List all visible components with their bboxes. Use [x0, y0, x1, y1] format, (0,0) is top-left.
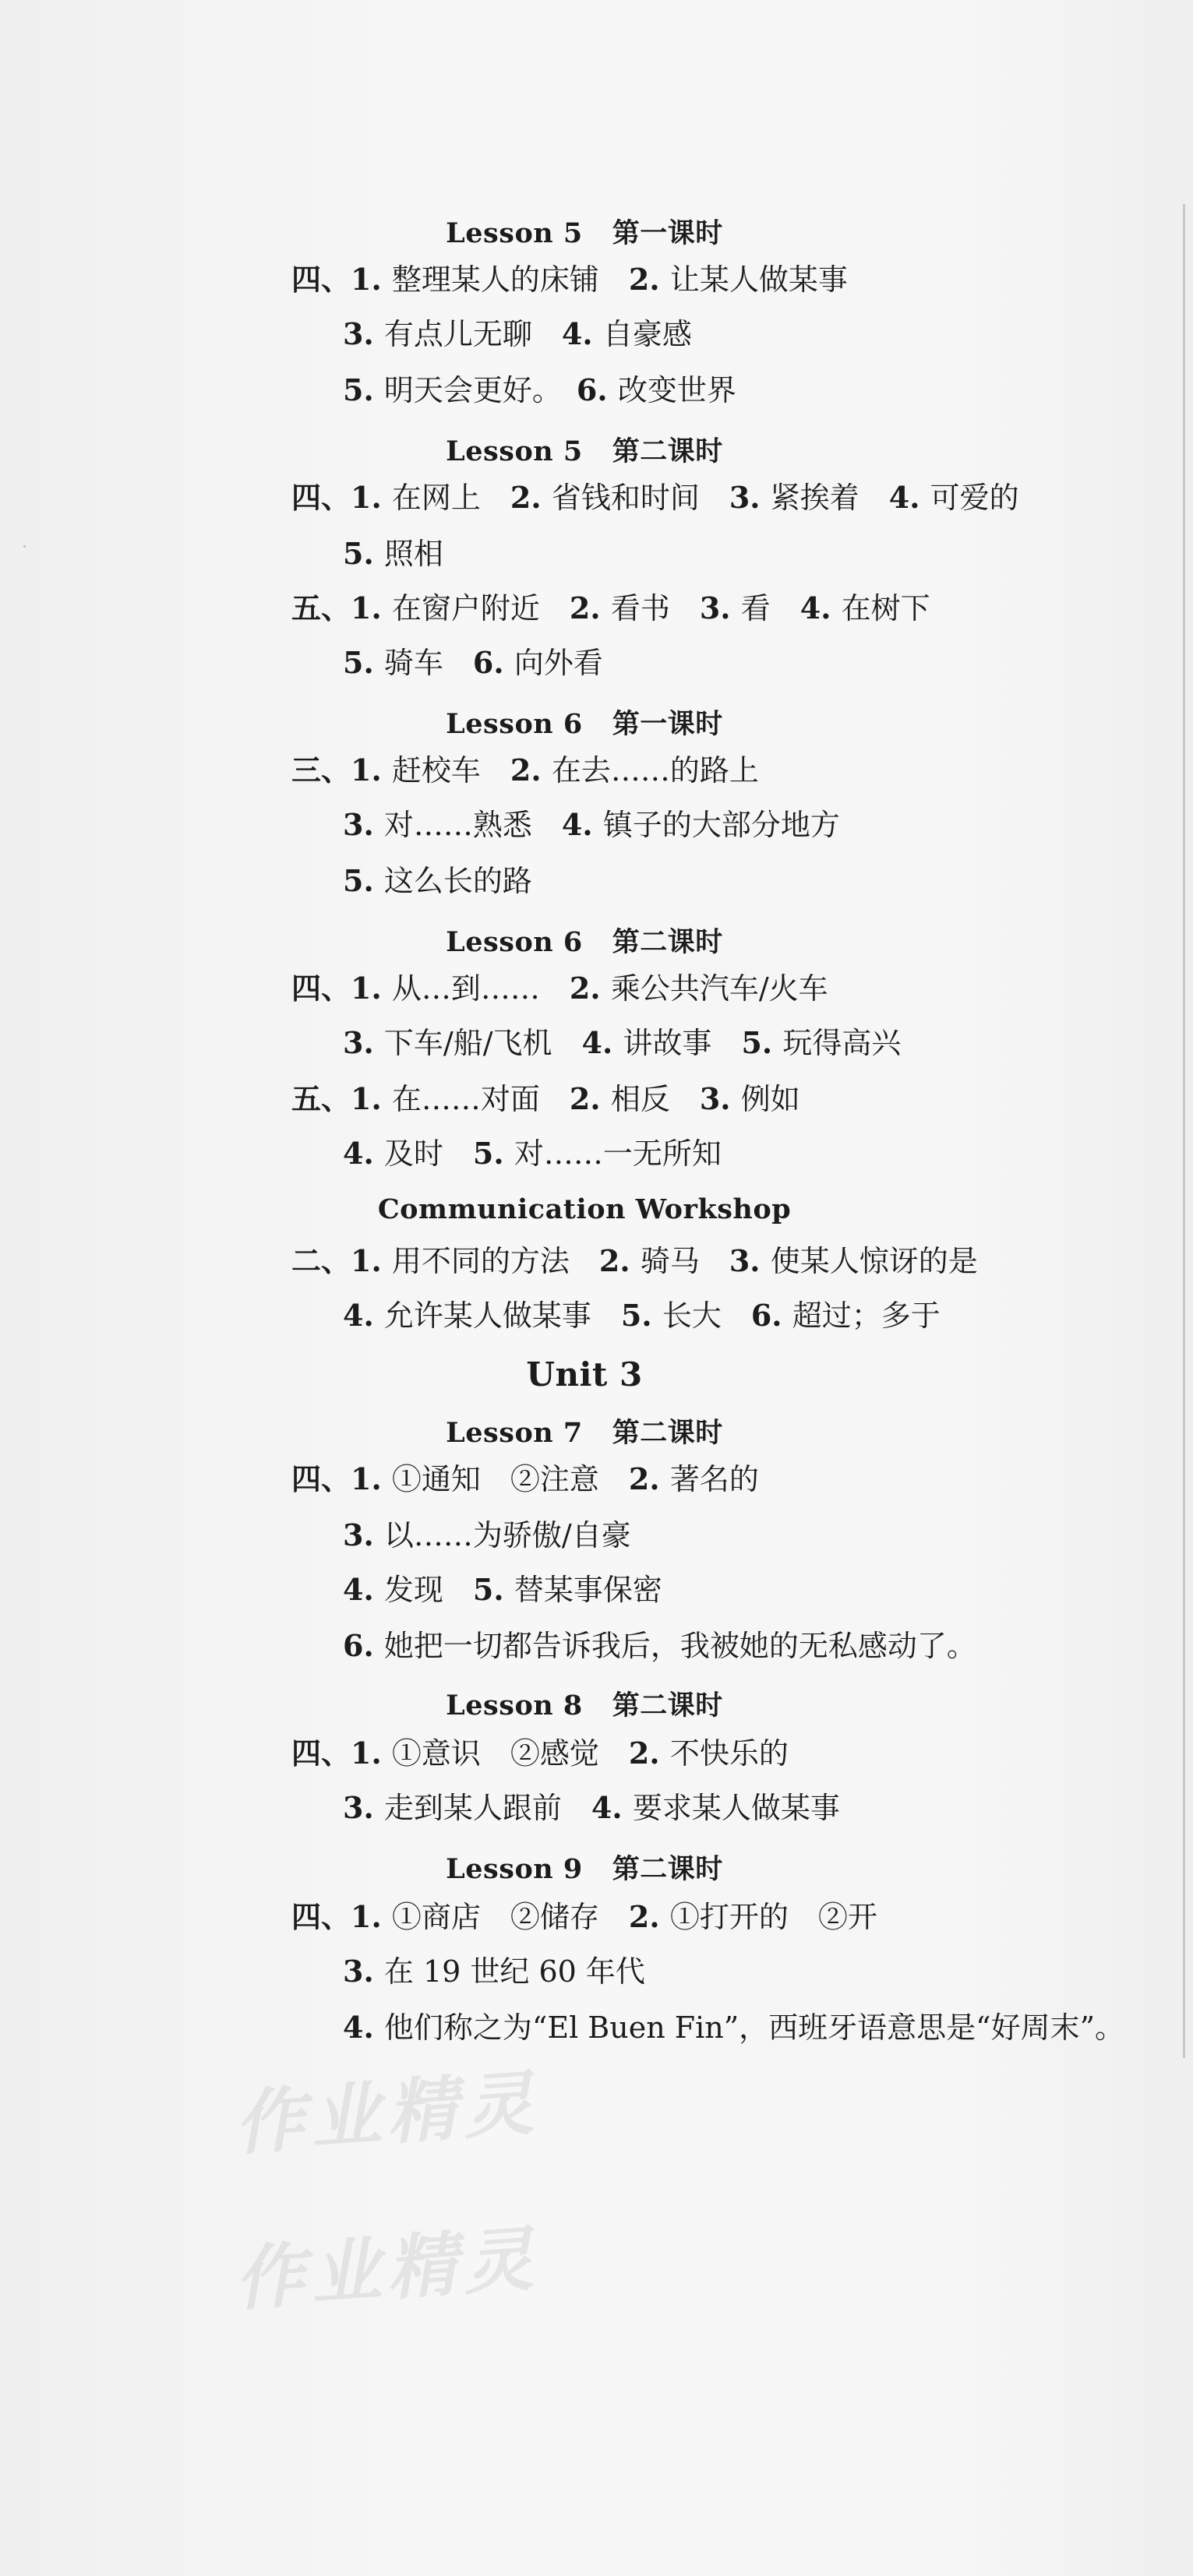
answer-text: 在网上: [391, 481, 481, 515]
answer-text: 不快乐的: [669, 1736, 789, 1771]
answer-text: 骑马: [640, 1244, 700, 1278]
item-number: 4.: [561, 1790, 633, 1825]
lesson-title: Lesson 8: [446, 1690, 583, 1721]
item-number: 3.: [669, 590, 741, 625]
answer-line: [343, 645, 603, 680]
item-number: 四、1.: [291, 1736, 392, 1771]
answer-text: 走到某人跟前: [383, 1791, 562, 1825]
lesson-period: 第一课时: [612, 708, 723, 740]
answer-line: [343, 1954, 645, 1989]
answer-text: 发现: [383, 1573, 443, 1607]
answer-text: 赶校车: [391, 753, 481, 788]
answer-line: [343, 863, 532, 898]
item-number: 5.: [343, 372, 384, 407]
section-heading: [0, 1848, 1169, 1887]
answer-text: 要求某人做某事: [632, 1791, 840, 1825]
answer-text: 著名的: [669, 1462, 759, 1496]
item-number: 2.: [569, 1243, 641, 1278]
answer-line: [343, 1136, 722, 1171]
answer-text: 紧挨着: [770, 481, 859, 515]
answer-text: 改变世界: [617, 373, 736, 407]
answer-text: 整理某人的床铺: [391, 263, 599, 297]
answer-text: 在窗户附近: [391, 591, 540, 625]
answer-text: 乘公共汽车/火车: [610, 971, 828, 1006]
lesson-title: Lesson 9: [446, 1853, 583, 1885]
item-number: 4.: [552, 1025, 623, 1060]
answer-line: [291, 590, 930, 625]
item-number: 3.: [343, 807, 384, 842]
item-number: 2.: [598, 262, 670, 297]
answer-text: 在……对面: [391, 1082, 540, 1116]
item-number: 3.: [343, 1790, 384, 1825]
item-number: 2.: [539, 1081, 611, 1116]
item-number: 4.: [343, 1136, 384, 1171]
answer-text: 讲故事: [623, 1026, 712, 1060]
item-number: 2.: [598, 1736, 670, 1771]
item-number: 3.: [699, 1243, 771, 1278]
item-number: 6.: [443, 645, 514, 680]
answer-text: 明天会更好。: [383, 373, 547, 407]
answer-line: [343, 316, 692, 351]
item-number: 3.: [343, 316, 384, 351]
answer-text: ①打开的 ②开: [669, 1900, 877, 1934]
answer-line: [291, 1081, 800, 1116]
lesson-title: Lesson 6: [446, 926, 583, 958]
watermark-logo: 作业精灵: [231, 2218, 542, 2321]
answer-line: [291, 1243, 978, 1278]
item-number: 5.: [343, 863, 384, 898]
answer-line: [343, 1628, 976, 1663]
item-number: 四、1.: [291, 1899, 392, 1934]
lesson-period: 第二课时: [612, 1417, 723, 1449]
lesson-title: Lesson 7: [446, 1417, 583, 1449]
answer-text: ①商店 ②储存: [391, 1900, 599, 1934]
item-number: 五、1.: [291, 590, 392, 625]
answer-text: 超过；多于: [792, 1299, 941, 1333]
answer-text: 相反: [610, 1082, 670, 1116]
answer-line: [343, 536, 443, 571]
unit-heading: [0, 1355, 1169, 1394]
item-number: 2.: [539, 971, 611, 1006]
item-number: 2.: [598, 1461, 670, 1496]
answer-text: 他们称之为“El Buen Fin”，西班牙语意思是“好周末”。: [383, 2010, 1125, 2045]
section-heading: [0, 212, 1169, 251]
answer-line: [343, 807, 840, 842]
answer-line: [291, 262, 848, 297]
answer-text: 替某事保密: [514, 1573, 662, 1607]
section-heading: [0, 921, 1169, 960]
page-edge-line: [1183, 204, 1185, 2058]
item-number: 6.: [343, 1628, 384, 1663]
item-number: 4.: [859, 480, 930, 515]
answer-line: [291, 1899, 877, 1934]
item-number: 6.: [721, 1298, 792, 1333]
unit-title: Unit 3: [526, 1355, 643, 1394]
answer-text: 省钱和时间: [551, 481, 700, 515]
item-number: 四、1.: [291, 480, 392, 515]
item-number: 6.: [546, 372, 618, 407]
section-heading: [0, 703, 1169, 742]
item-number: 2.: [480, 480, 552, 515]
answer-line: [291, 971, 828, 1006]
page-speck: [23, 545, 26, 548]
answer-text: 以……为骄傲/自豪: [383, 1518, 631, 1552]
answer-text: 从…到……: [391, 971, 540, 1006]
answer-line: [343, 1790, 840, 1825]
item-number: 4.: [343, 1298, 384, 1333]
item-number: 2.: [480, 752, 552, 788]
answer-text: 在去……的路上: [551, 753, 759, 788]
answer-text: 及时: [383, 1136, 443, 1171]
watermark-logo: 作业精灵: [231, 2062, 542, 2165]
item-number: 4.: [343, 1572, 384, 1607]
item-number: 2.: [539, 590, 611, 625]
lesson-period: 第二课时: [612, 926, 723, 958]
answer-text: 看: [740, 591, 771, 625]
answer-text: 自豪感: [602, 317, 692, 351]
answer-text: 可爱的: [930, 481, 1019, 515]
answer-line: [343, 372, 736, 407]
answer-text: ①意识 ②感觉: [391, 1736, 599, 1771]
answer-text: 镇子的大部分地方: [602, 808, 840, 842]
answer-text: 使某人惊讶的是: [770, 1244, 978, 1278]
answer-line: [291, 1736, 789, 1771]
item-number: 5.: [343, 536, 384, 571]
lesson-title: Lesson 5: [446, 435, 583, 467]
item-number: 3.: [343, 1025, 384, 1060]
answer-text: 对……一无所知: [514, 1136, 722, 1171]
item-number: 5.: [443, 1572, 514, 1607]
answer-line: [343, 1572, 662, 1607]
item-number: 4.: [531, 807, 603, 842]
item-number: 4.: [531, 316, 603, 351]
section-heading: [0, 1411, 1169, 1450]
item-number: 5.: [591, 1298, 662, 1333]
answer-line: [343, 1025, 902, 1060]
answer-text: 长大: [662, 1299, 722, 1333]
answer-text: 看书: [610, 591, 670, 625]
answer-text: 玩得高兴: [782, 1026, 902, 1060]
item-number: 四、1.: [291, 1461, 392, 1496]
item-number: 四、1.: [291, 971, 392, 1006]
answer-line: [291, 752, 759, 788]
answer-text: 允许某人做某事: [383, 1299, 591, 1333]
section-heading: [0, 1684, 1169, 1723]
answer-text: 在树下: [841, 591, 930, 625]
answer-text: 用不同的方法: [391, 1244, 570, 1278]
answer-line: [291, 1461, 759, 1496]
section-heading: [0, 430, 1169, 469]
lesson-period: 第二课时: [612, 1690, 723, 1721]
lesson-title: Lesson 6: [446, 708, 583, 740]
item-number: 五、1.: [291, 1081, 392, 1116]
item-number: 4.: [770, 590, 842, 625]
answer-line: [291, 480, 1019, 515]
section-heading: [0, 1193, 1169, 1225]
answer-text: 骑车: [383, 646, 443, 680]
answer-text: 例如: [740, 1082, 800, 1116]
answer-text: 照相: [383, 537, 443, 571]
item-number: 四、1.: [291, 262, 392, 297]
answer-text: 这么长的路: [383, 864, 532, 898]
lesson-title: Lesson 5: [446, 217, 583, 249]
item-number: 4.: [343, 2010, 384, 2045]
answer-text: 向外看: [514, 646, 603, 680]
lesson-period: 第二课时: [612, 1853, 723, 1885]
item-number: 3.: [669, 1081, 741, 1116]
answer-text: 对……熟悉: [383, 808, 532, 842]
answer-text: 在 19 世纪 60 年代: [383, 1954, 645, 1989]
item-number: 5.: [711, 1025, 783, 1060]
answer-text: 下车/船/飞机: [383, 1026, 552, 1060]
item-number: 3.: [699, 480, 771, 515]
answer-line: [343, 1298, 941, 1333]
item-number: 5.: [443, 1136, 514, 1171]
workshop-title: Communication Workshop: [377, 1193, 792, 1225]
answer-text: 她把一切都告诉我后，我被她的无私感动了。: [383, 1629, 976, 1663]
lesson-period: 第二课时: [612, 435, 723, 467]
item-number: 2.: [598, 1899, 670, 1934]
item-number: 三、1.: [291, 752, 392, 788]
item-number: 3.: [343, 1954, 384, 1989]
item-number: 5.: [343, 645, 384, 680]
item-number: 二、1.: [291, 1243, 392, 1278]
lesson-period: 第一课时: [612, 217, 723, 249]
answer-line: [343, 1517, 631, 1552]
answer-text: 让某人做某事: [669, 263, 848, 297]
answer-text: 有点儿无聊: [383, 317, 532, 351]
item-number: 3.: [343, 1517, 384, 1552]
answer-line: [343, 2010, 1125, 2045]
answer-text: ①通知 ②注意: [391, 1462, 599, 1496]
